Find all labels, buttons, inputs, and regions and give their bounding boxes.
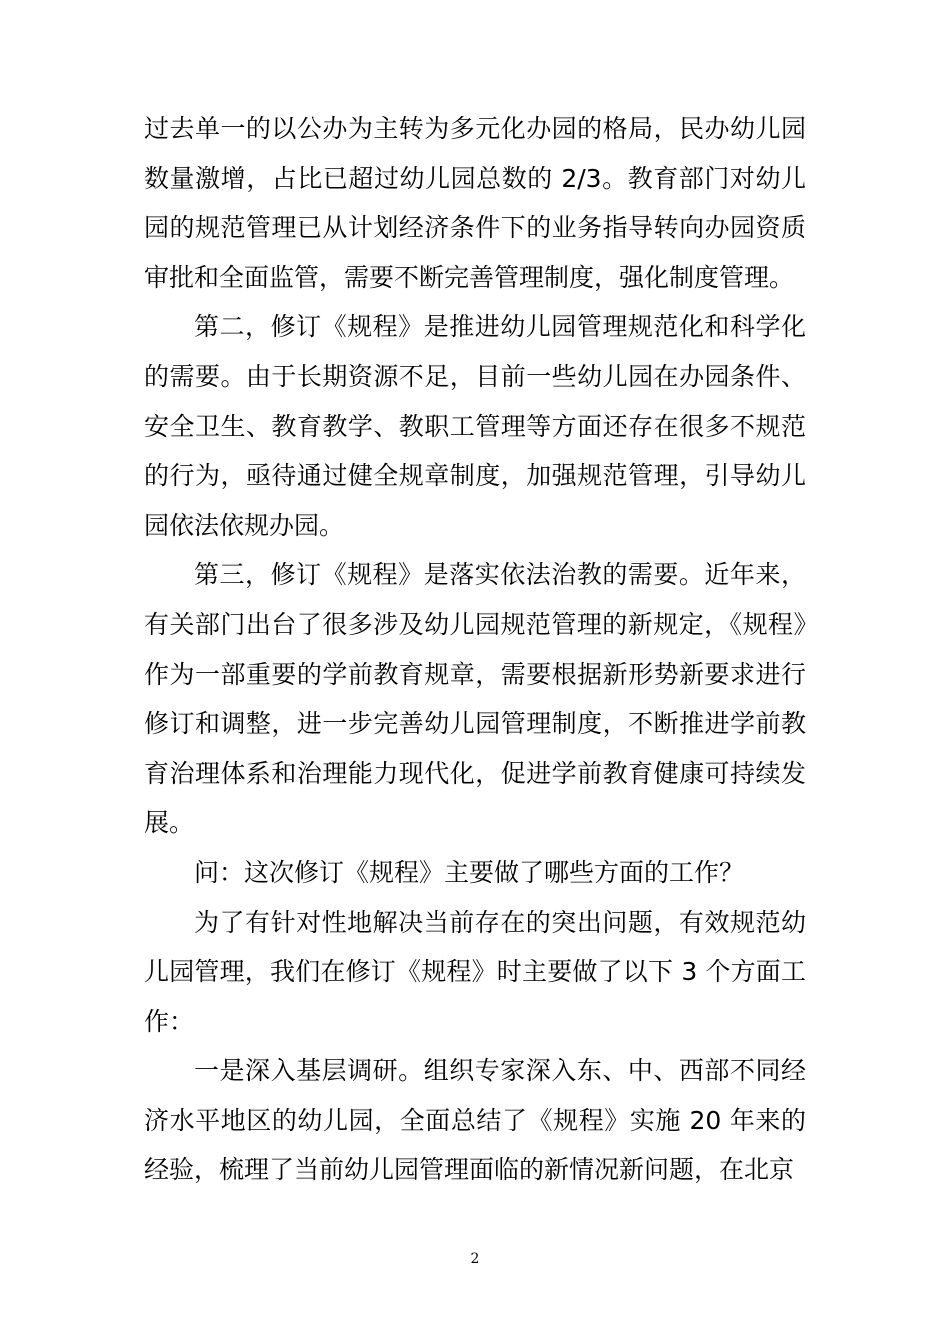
answer-paragraph: 为了有针对性地解决当前存在的突出问题，有效规范幼儿园管理，我们在修订《规程》时主要做了以下 3 个方面工作： (144, 907, 806, 1036)
paragraph-6: 一是深入基层调研。组织专家深入东、中、西部不同经济水平地区的幼儿园，全面总结了《规程》实施 20 年来的经验，梳理了当前幼儿园管理面临的新情况新问题，在北京 (144, 1056, 806, 1185)
page-number: 2 (470, 1251, 480, 1267)
question-paragraph: 问：这次修订《规程》主要做了哪些方面的工作？ (194, 857, 745, 887)
paragraph-3: 第三，修订《规程》是落实依法治教的需要。近年来，有关部门出台了很多涉及幼儿园规范管理的新规定，《规程》作为一部重要的学前教育规章，需要根据新形势新要求进行修订和调整，进一步完善幼儿园管理制度，不断推进学前教育治理体系和治理能力现代化，促进学前教育健康可持续发展。 (144, 560, 806, 838)
paragraph-1: 过去单一的以公办为主转为多元化办园的格局，民办幼儿园数量激增，占比已超过幼儿园总数的 2/3。教育部门对幼儿园的规范管理已从计划经济条件下的业务指导转向办园资质审批和全面监管，需要不断完善管理制度，强化制度管理。 (144, 114, 806, 292)
paragraph-2: 第二，修订《规程》是推进幼儿园管理规范化和科学化的需要。由于长期资源不足，目前一些幼儿园在办园条件、安全卫生、教育教学、教职工管理等方面还存在很多不规范的行为，亟待通过健全规章制度，加强规范管理，引导幼儿园依法依规办园。 (144, 312, 806, 540)
body-text (144, 104, 806, 1195)
